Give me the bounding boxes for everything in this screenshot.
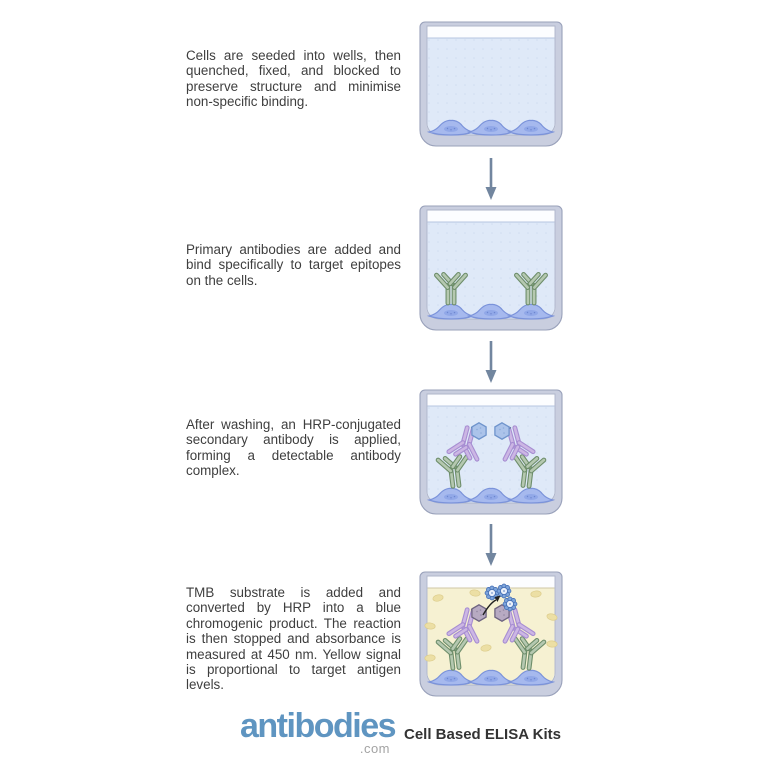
step-1-description: Cells are seeded into wells, then quenched, fixed, and blocked to preserve structure and minimise non-specific binding. [186, 48, 401, 110]
down-arrow-icon [484, 523, 498, 567]
down-arrow-icon [484, 157, 498, 201]
hrp-enzyme-hexagon-icon [472, 423, 486, 439]
well-step-3-illustration [418, 388, 564, 516]
step-3-description: After washing, an HRP-conjugated secondary antibody is applied, forming a detectable antibody complex. [186, 417, 401, 479]
well-step-2-illustration [418, 204, 564, 332]
well-step-1-illustration [418, 20, 564, 148]
down-arrow-icon [484, 340, 498, 384]
step-4-description: TMB substrate is added and converted by HRP into a blue chromogenic product. The reaction is then stopped and absorbance is measured at 450 nm. Yellow signal is proportional to target antigen levels. [186, 585, 401, 693]
tmb-blue-product-icon [497, 584, 511, 598]
hrp-enzyme-hexagon-icon [495, 423, 509, 439]
step-2-description: Primary antibodies are added and bind specifically to target epitopes on the cells. [186, 242, 401, 288]
brand-domain-label: .com [359, 741, 390, 756]
well-step-4-illustration [418, 570, 564, 698]
tmb-blue-product-icon [503, 597, 517, 611]
brand-wordmark: antibodies [240, 707, 396, 745]
product-line-label: Cell Based ELISA Kits [404, 726, 561, 743]
